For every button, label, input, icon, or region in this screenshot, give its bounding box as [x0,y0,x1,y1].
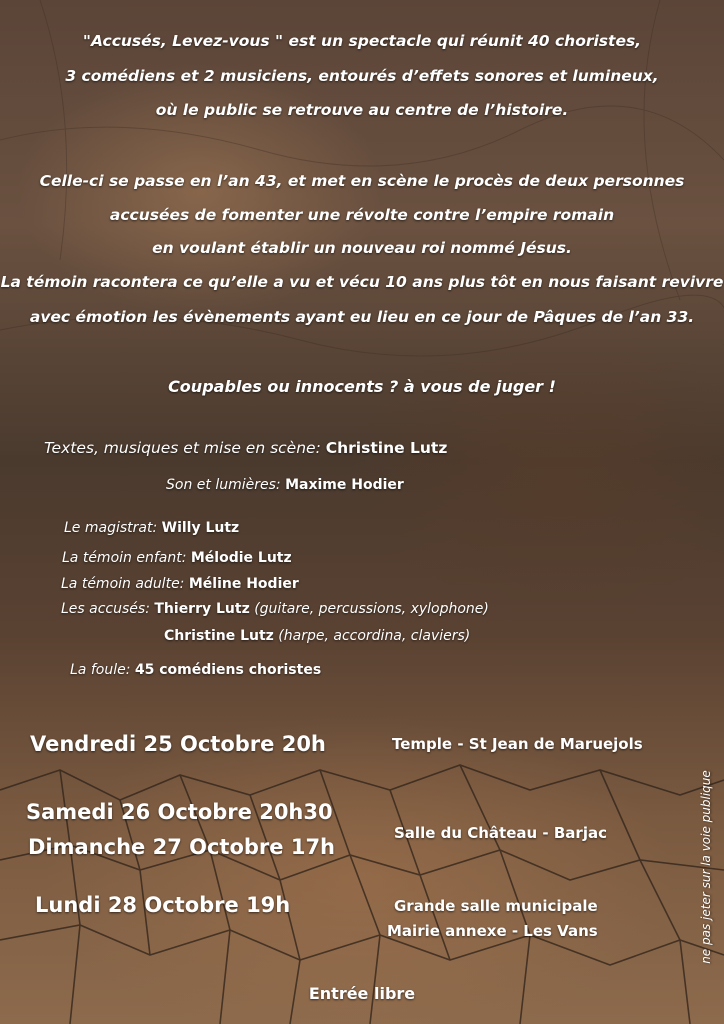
intro-line-1: "Accusés, Levez-vous " est un spectacle qui réunit 40 choristes, [82,32,642,50]
cast-adulte-role: La témoin adulte: [61,576,185,592]
entree-libre: Entrée libre [308,984,416,1003]
cast-accuses [61,601,489,617]
credit-sound-name: Maxime Hodier [285,477,404,493]
cast-accuse1-note: (guitare, percussions, xylophone) [254,601,489,617]
tagline: Coupables ou innocents ? à vous de juger ! [168,377,556,396]
venue-salle-chateau: Salle du Château - Barjac [394,824,607,842]
story-line-3: en voulant établir un nouveau roi nommé Jésus. [152,239,572,257]
cast-accuse2-note: (harpe, accordina, claviers) [278,628,471,644]
credit-texts-role: Textes, musiques et mise en scène: [44,439,321,457]
intro-line-3: où le public se retrouve au centre de l’histoire. [155,101,569,119]
credit-sound-role: Son et lumières: [166,477,281,493]
date-samedi: Samedi 26 Octobre 20h30 [26,800,333,824]
cast-enfant-name: Mélodie Lutz [190,550,292,566]
intro-line-2: 3 comédiens et 2 musiciens, entourés d’effets sonores et lumineux, [65,67,659,85]
side-note-vertical: ne pas jeter sur la voie publique [699,770,713,964]
story-line-2: accusées de fomenter une révolte contre l’empire romain [109,206,615,224]
credit-texts [44,439,447,457]
cast-magistrat [64,520,239,536]
cast-enfant-role: La témoin enfant: [62,550,187,566]
cast-accuse2-name: Christine Lutz [164,628,274,644]
cast-magistrat-name: Willy Lutz [161,520,240,536]
story-line-4: La témoin racontera ce qu’elle a vu et vécu 10 ans plus tôt en nous faisant revivre [0,273,724,291]
cast-accuses-role: Les accusés: [61,601,150,617]
cast-enfant [62,550,292,566]
venue-grande-salle: Grande salle municipale [394,897,598,915]
cast-magistrat-role: Le magistrat: [64,520,158,536]
cast-adulte-name: Méline Hodier [188,576,299,592]
cast-foule-name: 45 comédiens choristes [134,662,322,678]
cast-foule [70,662,321,678]
cast-accuse2 [164,628,470,644]
story-line-1: Celle-ci se passe en l’an 43, et met en scène le procès de deux personnes [39,172,685,190]
credit-texts-name: Christine Lutz [325,439,448,457]
cast-adulte [61,576,299,592]
date-dimanche: Dimanche 27 Octobre 17h [28,835,336,859]
date-vendredi: Vendredi 25 Octobre 20h [30,732,326,756]
date-lundi: Lundi 28 Octobre 19h [35,893,291,917]
venue-temple: Temple - St Jean de Maruejols [392,735,643,753]
story-line-5: avec émotion les évènements ayant eu lieu en ce jour de Pâques de l’an 33. [29,308,695,326]
venue-mairie-annexe: Mairie annexe - Les Vans [387,922,598,940]
credit-sound [166,477,404,493]
cast-accuse1-name: Thierry Lutz [154,601,250,617]
cast-foule-role: La foule: [70,662,131,678]
